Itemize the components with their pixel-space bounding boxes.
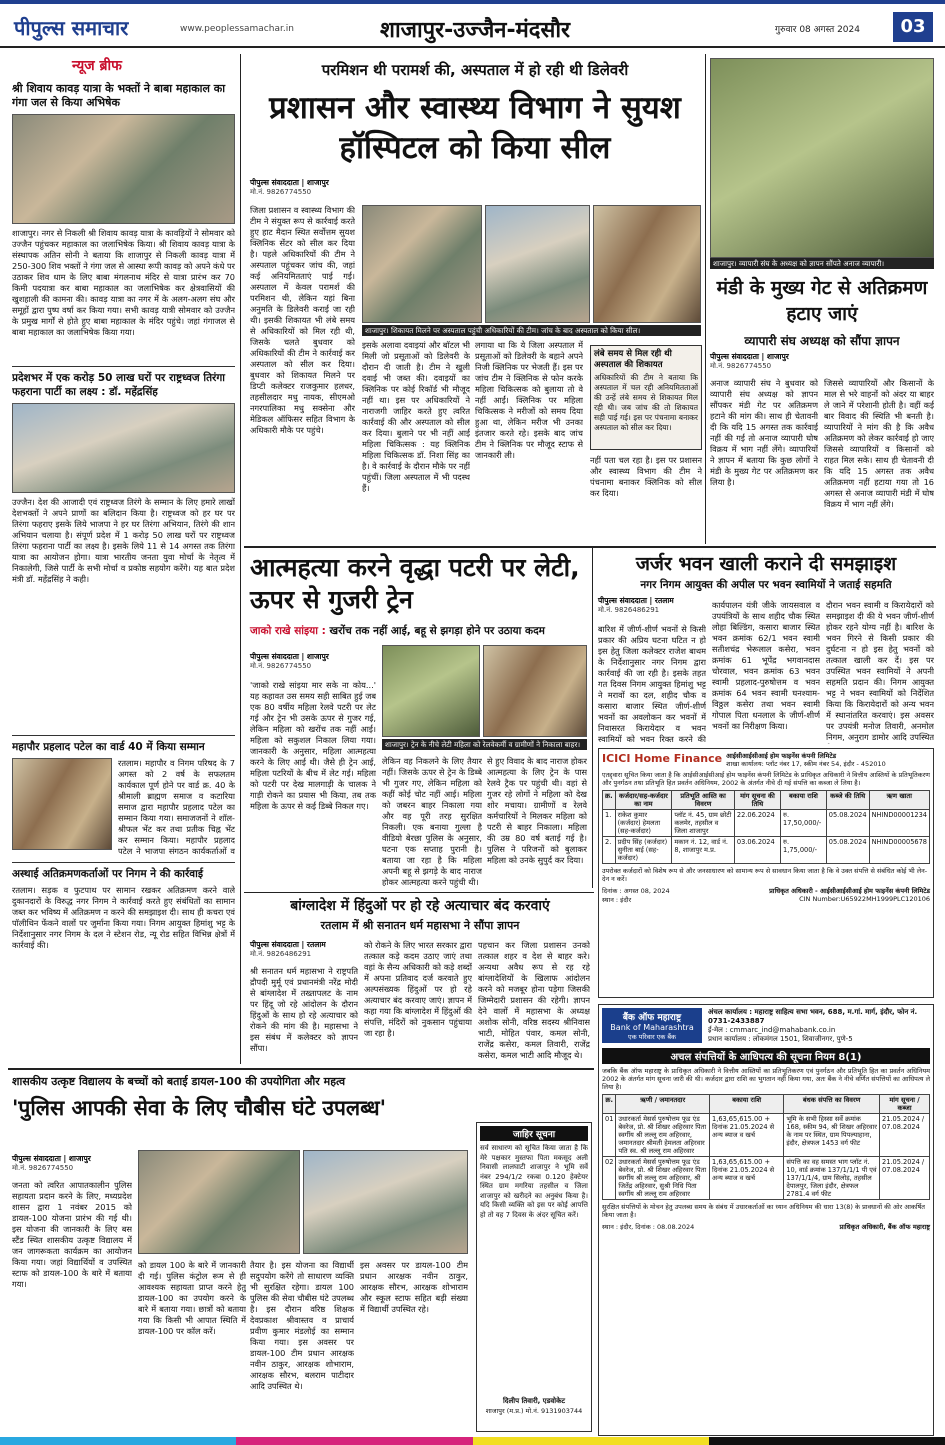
bangladesh-byline-block — [250, 940, 370, 959]
brief3-body: रतलाम। महापौर व निगम परिषद के 7 अगस्त को 2 वर्ष के सफलतम कार्यकाल पूर्ण होने पर वार्ड क्र. 40 के श्रीमाली ब्राह्मण समाज व कटारिया समाज द्वारा महापौर प्रहलाद पटेल का सम्मान किया गया। समाजजनों ने शॉल-श्रीफल भेंट कर तथा प्रतीक चिह्न भेंट कर सम्मान किया। महापौर प्रहलाद पटेल ने भाजपा संगठन कार्यकर्ताओं व — [118, 758, 235, 856]
icici-table-cell: NHIND00001234 — [869, 810, 929, 837]
print-color-marks — [0, 1437, 945, 1445]
mandi-subhead: व्यापारी संघ अध्यक्ष को सौंपा ज्ञापन — [744, 334, 900, 348]
jahir-address: शाजापुर (म.प्र.) मो.नं. 9131903744 — [485, 1407, 583, 1415]
bangladesh-col1: श्री सनातन धर्म महासभा ने राष्ट्रपति द्रौपदी मुर्मू एवं प्रधानमंत्री नरेंद्र मोदी से बांग्लादेश में तख्तापलट के नाम पर हिंदू जो रहे आंदोलन के दौरान हिंदुओं के साथ हो रहे अत्याचार को रोकने की मांग की है। महासभा ने इस संबंध में कलेक्टर को ज्ञापन सौंपा। — [250, 966, 358, 1053]
lead-col1: जिला प्रशासन व स्वास्थ्य विभाग की टीम ने संयुक्त रूप से कार्रवाई करते हुए हाट मैदान स्थित सर्वोत्तम सुयश क्लिनिक सेंटर को सील कर दिया है। पहले अधिकारियों की टीम ने अस्पताल पहुंचकर जांच की, जहां कई अनियमितताएं पाई गई। अस्पताल में केवल परामर्श की परमिशन थी, लेकिन यहां बिना अनुमति के डिलेवरी कराई जा रही थी। इसकी शिकायत भी लंबे समय से अधिकारियों को मिल रही थी, जिसके चलते बुधवार को अधिकारियों की टीम ने कार्रवाई कर अस्पताल को सील कर दिया। बुधवार को शिकायत मिलने पर डिप्टी कलेक्टर राजकुमार हलधर, तहसीलदार मधु नायक, सीएमओ नगरपालिका मधु सक्सेना और मेडिकल ऑफिसर सहित विभाग के अधिकारी मौके पर पहुंचे। — [250, 205, 355, 435]
page-number: 03 — [893, 12, 933, 42]
brief4-body: रतलाम। सड़क व फुटपाथ पर सामान रखकर अतिक्रमण करने वाले दुकानदारों के विरुद्ध नगर निगम ने कार्रवाई करते हुए संबंधितों का सामान जब्त कर भविष्य में अतिक्रमण न करने की समझाइश दी। साथ ही कचरा एवं पॉलीथिन फेंकने वालों पर जुर्माना किया गया। निगम आयुक्त हिमांशु भट्ट के निर्देशानुसार नगर निगम के दल ने स्टेशन रोड, न्यू रोड सहित विभिन्न क्षेत्रों में कार्रवाई की। — [12, 885, 235, 950]
left-column-divider — [240, 54, 241, 1064]
icici-cin: CIN Number:U65922MH1999PLC120106 — [799, 895, 930, 903]
mark-cyan — [0, 1437, 236, 1445]
jarjar-byline: पीपुल्स संवाददाता | रतलाम — [598, 596, 674, 605]
suicide-mobile: मो.नं. 9826774550 — [250, 662, 312, 670]
bom-table-row — [603, 1157, 930, 1200]
bom-hq: प्रधान कार्यालय : लोकमंगल 1501, शिवाजीनगर, पुणे-5 — [708, 1035, 853, 1043]
jahir-notice — [476, 1122, 592, 1432]
suicide-col1: 'जाको राखे सांइया मार सके ना कोय...' यह कहावत उस समय सही साबित हुई जब एक 80 वर्षीय महिला रेलवे पटरी पर लेट गई और ट्रेन भी उसके ऊपर से गुजर गई, लेकिन महिला को खरोंच तक नहीं आई। महिला को सकुशल निकाल लिया गया। जानकारी के अनुसार, महिला आत्महत्या करने के लिए आई थी। जैसे ही ट्रेन आई, महिला पटरियों के बीच में लेट गई। महिला को पटरी पर देख मालगाड़ी के चालक ने गाड़ी रोकने का प्रयास भी किया, तब तक महिला के ऊपर से कई डिब्बे निकल गए। — [250, 680, 376, 811]
icici-header-cell: कब्जे की तिथि — [826, 791, 869, 810]
icici-table — [602, 790, 930, 864]
suicide-photo-2 — [483, 645, 587, 737]
mandi-byline-block — [710, 352, 934, 371]
suicide-headline: आत्महत्या करने वृद्धा पटरी पर लेटी, ऊपर से गुजरी ट्रेन — [250, 553, 580, 614]
lead-headline: प्रशासन और स्वास्थ्य विभाग ने सुयश हॉस्पिटल को किया सील — [269, 90, 681, 166]
bom-place-date: स्थान : इंदौर, दिनांक : 08.08.2024 — [602, 1223, 695, 1231]
suicide-photo-1 — [382, 645, 480, 737]
bom-table-cell: 01 — [603, 1114, 616, 1157]
suicide-byline: पीपुल्स संवाददाता | शाजापुर — [250, 652, 329, 661]
mark-magenta — [236, 1437, 472, 1445]
mandi-col2: जिससे व्यापारियों और किसानों के माल से भरे वाहनों को अंदर या बाहर ले जाने में परेशानी होती है। वहीं कई बार विवाद की स्थिति भी बनती है। व्यापारियों ने मांग की है कि अवैध अतिक्रमण को लेकर कार्रवाई हो जाए जिससे व्यापारियों व किसानों को राहत मिल सके। साथ ही चेतावनी दी कि यदि 15 अगस्त तक अवैध अतिक्रमण नहीं हटाया गया तो 16 अगस्त से अनाज व्यापारी मंडी में घोष विक्रय में भाग नहीं लेंगे। — [824, 378, 934, 509]
suicide-kicker — [250, 624, 585, 638]
brief1-body: शाजापुर। नगर से निकली श्री शिवाय कावड़ यात्रा के कावड़ियों ने सोमवार को उज्जैन पहुंचकर महाकाल का जलाभिषेक किया। श्री शिवाय कावड़ यात्रा के संस्थापक अतिन सोनी ने बताया कि शाजापुर से निकली कावड़ यात्रा में 250-300 शिव भक्तों ने गंगा जल से आस्था रूपी कावड़ को अपने कंधे पर उठाकर शिव धाम के लिए बाबा मंगलनाथ मंदिर से यात्रा प्रारंभ कर 70 किमी पदयात्रा कर बाबा महाकाल का जलाभिषेक कर क्षेत्रवासियों की खुशहाली की कामना की। कावड़ यात्रा का नगर में के अलग-अलग संघ और समूहों द्वारा पुष्प वर्षा कर किया गया। सभी कावड़ यात्री सोमवार को उज्जैन के प्रमुख मार्गों से होते हुए बाबा महाकाल के मंदिर पहुंचे। जहां गंगाजल से बाबा महाकाल का जलाभिषेक किया गया। — [12, 228, 235, 337]
icici-table-cell: रु. 1,75,000/- — [781, 837, 827, 864]
brand-logo: पीपुल्स समाचार — [14, 16, 129, 40]
icici-header-cell: क्र. — [603, 791, 616, 810]
icici-table-cell: प्लॉट नं. 45, ग्राम छोटी कलमेर, तहसील व जिला शाजापुर — [672, 810, 735, 837]
brief2-photo — [12, 403, 235, 493]
bangladesh-byline: पीपुल्स संवाददाता | रतलाम — [250, 940, 326, 949]
mandi-byline: पीपुल्स संवाददाता | शाजापुर — [710, 352, 789, 361]
icici-date: दिनांक : अगस्त 08, 2024 — [602, 887, 670, 895]
mid-divider — [244, 546, 936, 548]
icici-table-cell: 2. — [603, 837, 616, 864]
police-col3: तैयार है। इस योजना का विद्यार्थी सदुपयोग करेंगे तो साधारण व्यक्ति भी सुरक्षित रहेगा। डायल 100 पुलिस की सेवा चौबीस घंटे उपलब्ध है। इस दौरान वरिष्ठ शिक्षक देवप्रकाश श्रीवास्तव व प्राचार्य प्रवीण कुमार मंडलोई का सम्मान किया गया। इस अवसर पर डायल-100 टीम प्रधान आरक्षक नवीन ठाकुर, आरक्षक शोभाराम, आरक्षक सौरभ, बलराम पाटीदार आदि उपस्थित थे। — [250, 1260, 354, 1391]
jarjar-mobile: मो.नं. 9826486291 — [598, 606, 660, 614]
bom-office: अंचल कार्यालय : महाराष्ट्र साहित्य सभा भवन, 688, म.गां. मार्ग, इंदौर, फोन नं. 0731-2433887 — [708, 1008, 918, 1025]
lead-photo-3 — [593, 205, 701, 323]
suicide-col3: से हुए विवाद के बाद नाराज होकर आत्महत्या के लिए ट्रेन के पास रेलवे ट्रैक पर पहुंची थी। वहां से गुजर रहे लोगों ने महिला को देख शोर मचाया। ग्रामीणों व रेलवे कर्मचारियों ने मिलकर महिला को पटरी से बाहर निकाला। महिला की उम्र 80 वर्ष बताई गई है। पुलिस ने परिजनों को बुलाकर महिला को उनके सुपुर्द कर दिया। — [487, 756, 587, 865]
bangladesh-mobile: मो.नं. 9826486291 — [250, 950, 312, 958]
brief2-title: प्रदेशभर में एक करोड़ 50 लाख घरों पर राष्ट्रध्वज तिरंगा फहराना पार्टी का लक्ष्य : डॉ. महेंद्रसिंह — [12, 366, 235, 399]
suicide-col2: लेकिन वह निकलने के लिए तैयार नहीं। जिसके ऊपर से ट्रेन के डिब्बे भी गुजर गए, लेकिन महिला को कहीं कोई चोट नहीं आई। महिला को जबरन बाहर निकाला गया और वह पूरी तरह सुरक्षित निकली। एक बनाया गुल्ला है वीडियो बेरछा पुलिस के अनुसार, घटना एक सप्ताह पुरानी है। बताया जा रहा है कि महिला अपनी बहू से झगड़े के बाद नाराज होकर आत्महत्या करने पहुंची थी। — [382, 756, 482, 887]
icici-table-cell: 1. — [603, 810, 616, 837]
suicide-photo-caption: शाजापुर। ट्रेन के नीचे लेटी महिला को रेलवेकर्मी व ग्रामीणों ने निकाला बाहर। — [382, 739, 587, 750]
police-mobile: मो.नं. 9826774550 — [12, 1164, 74, 1172]
lead-col2: इसके अलावा दवाइयां और बॉटल भी मिली जो प्रसूताओं को डिलेवरी के दौरान दी जाती है। टीम ने खुली दवाई भी जब्त की। दवाइयों का क्लिनिक पर कोई रिकॉर्ड भी मौजूद नहीं था। इस पर अधिकारियों ने नाराजगी जाहिर करते हुए त्वरित कार्रवाई की और अस्पताल को सील कर दिया। बुलाने पर भी नहीं आई महिला चिकित्सक : यह क्लिनिक महिला चिकित्सक डॉ. निशा सिंह का है। वे कार्रवाई के दौरान मौके पर नहीं पहुंचीं। जिला अस्पताल में भी पदस्थ हैं। — [362, 340, 470, 493]
jarjar-col1: बारिश में जीर्ण-शीर्ण भवनों से किसी प्रकार की अप्रिय घटना घटित न हो इस हेतु जिला कलेक्टर राजेश बाथम के निर्देशानुसार नगर निगम द्वारा कार्रवाई की जा रही है। इसके तहत गत दिवस निगम आयुक्त हिमांशु भट्ट ने मरावों का दल, शहीद चौक व कसारा बाजार स्थित जीर्ण-शीर्ण भवनों का अवलोकन कर भवनों में निवासरत किरायेदार व भवन स्वामियों को भवन रिक्त करने की — [598, 624, 706, 744]
icici-table-cell: राकेश कुमार (कर्जदार) हेमलता (सह-कर्जदार) — [615, 810, 672, 837]
bangladesh-headline: बांग्लादेश में हिंदुओं पर हो रहे अत्याचार बंद करवाएं — [290, 898, 550, 914]
jahir-title: जाहिर सूचना — [480, 1126, 588, 1141]
jarjar-headline: जर्जर भवन खाली कराने दी समझाइश — [635, 553, 897, 575]
icici-header-cell: कर्जदार/सह-कर्जदार का नाम — [615, 791, 672, 810]
icici-office: शाखा कार्यालय: प्लॉट नंबर 17, स्कीम नंबर 54, इंदौर - 452010 — [726, 760, 886, 768]
lead-sidebox-title: लंबे समय से मिल रही थी अस्पताल की शिकायत — [594, 349, 672, 370]
brief3-photo — [12, 758, 112, 850]
bom-name-en: Bank of Maharashtra — [610, 1023, 694, 1032]
bom-table-cell: 02 — [603, 1157, 616, 1200]
bangladesh-subhead: रतलाम में श्री सनातन धर्म महासभा ने सौंपा ज्ञापन — [320, 919, 520, 932]
jahir-body: सर्व साधारण को सूचित किया जाता है कि मेरे पक्षकार मुस्तफा पिता मकसूद अली निवासी लालघाटी शाजापुर ने भूमि सर्वे नंबर 294/1/2 रकबा 0.120 हेक्टेयर स्थित ग्राम मगरिया तहसील व जिला शाजापुर को खरीदने का अनुबंध किया है। यदि किसी व्यक्ति को इस पर कोई आपत्ति हो तो वह 7 दिवस के अंदर सूचित करें। — [480, 1144, 588, 1219]
police-top-divider — [8, 1068, 594, 1070]
newsbrief-label: न्यूज ब्रीफ — [72, 58, 122, 74]
police-kicker: शासकीय उत्कृष्ट विद्यालय के बच्चों को बताई डायल-100 की उपयोगिता और महत्व — [12, 1075, 346, 1088]
jarjar-col3: दौरान भवन स्वामी व किरायेदारों को समझाइश दी की ये भवन जीर्ण-शीर्ण होकर रहने योग्य नहीं है। बारिश के भवन गिरने से किसी प्रकार की दुर्घटना न हो इस हेतु भवनों को तत्काल खाली कर दें। इस पर उपस्थित भवन स्वामियों ने अपनी सहमति प्रदान की। निगम आयुक्त भट्ट ने भवन स्वामियों को निर्देशित किया कि किरायेदारों को अन्य भवन में स्थानांतरित करवाएं। इस अवसर पर उपयंत्री मनोज तिवारी, अनमोल निगम, अनुराग डामोर आदि उपस्थित — [826, 600, 934, 742]
bom-table-cell: 21.05.2024 / 07.08.2024 — [880, 1157, 930, 1200]
icici-logo: ICICI Home Finance — [602, 752, 723, 765]
lead-byline: पीपुल्स संवाददाता | शाजापुर — [250, 178, 329, 187]
suicide-kicker-text: खरोंच तक नहीं आई, बहू से झगड़ा होने पर उठाया कदम — [329, 625, 545, 637]
bom-table-cell: 21.05.2024 / 07.08.2024 — [880, 1114, 930, 1157]
lead-kicker: परमिशन थी परामर्श की, अस्पताल में हो रही थी डिलेवरी — [321, 61, 629, 79]
bom-notice — [598, 1004, 934, 1436]
bom-table-cell: उधारकर्ता मेसर्स पुरुषोत्तम फूड एंड बेवरेज, प्रो. श्री शिखर अहिरवार पिता स्वर्गीय श्री लल्लू राम अहिरवार, जमानतदार श्रीमती हेमलता अहिरवार पति स्व. श्री लल्लू राम अहिरवार — [616, 1114, 710, 1157]
bom-footer: सुरक्षित संपत्तियों के मोचन हेतु उपलब्ध समय के संबंध में उधारकर्ताओं का ध्यान अधिनियम की धारा 13(8) के प्रावधानों की ओर आकर्षित किया जाता है। — [602, 1203, 925, 1219]
police-col5: इस अवसर पर डायल-100 टीम प्रधान आरक्षक नवीन ठाकुर, आरक्षक सौरभ, आरक्षक शोभाराम और स्कूल स्टाफ सहित बड़ी संख्या में विद्यार्थी उपस्थित रहे। — [360, 1260, 468, 1314]
newsbrief-column — [12, 56, 235, 1066]
lead-col3: लगाया था कि ये जिला अस्पताल में प्रसूताओं को डिलेवरी के बहाने अपने निजी क्लिनिक पर भेजती हैं। इस पर जांच टीम ने क्लिनिक से फोन करके महिला चिकित्सक को बुलाया तो वे नहीं आईं। क्लिनिक पर महिला चिकित्सक ने मरीजों को समय दिया हुआ था, लेकिन मरीज भी उनका इंतजार करते रहे। इसके बाद जांच टीम ने क्लिनिक पर मौजूद स्टाफ से जानकारी ली। — [475, 340, 583, 460]
lead-photo-2 — [485, 205, 590, 323]
icici-header-cell: प्रतिभूति आस्ति का विवरण — [672, 791, 735, 810]
bom-name-hi: बैंक ऑफ महाराष्ट्र — [622, 1013, 682, 1023]
brief3-title: महापौर प्रहलाद पटेल का वार्ड 40 में किया सम्मान — [12, 735, 235, 754]
lead-photo-1 — [362, 205, 482, 323]
jarjar-col2: कार्यपालन यंत्री जीके जायसवाल व उपयंत्रियों के साथ शहीद चौक स्थित लोहा बिल्डिंग, कसारा बाजार स्थित भवन क्रमांक 62/1 भवन स्वामी सतीशचंद्र भेरूलाल कसेरा, भवन क्रमांक 61 भूपेंद्र भगवानदास चोरवाल, भवन क्रमांक 63 भवन स्वामी प्रहलाद-पुरुषोत्तम व भवन क्रमांक 64 भवन स्वामी घनश्याम-विठ्ठल कसेरा तथा भवन स्वामी गोपाल पिता धनलाल के जीर्ण-शीर्ण भवनों का निरीक्षण किया। — [712, 600, 820, 731]
icici-table-cell: NHIND00005678 — [869, 837, 929, 864]
icici-header-cell: मांग सूचना की तिथि — [734, 791, 780, 810]
police-photo-1 — [138, 1150, 300, 1254]
police-headline: 'पुलिस आपकी सेवा के लिए चौबीस घंटे उपलब्ध' — [12, 1096, 387, 1120]
police-col2: को डायल 100 के बारे में जानकारी दी गई। पुलिस कंट्रोल रूम से ही आवश्यक सहायता प्राप्त करने हेतु डायल-100 का उपयोग करने के बारे में बताया गया। छात्रों को बताया गया कि किसी भी आपात स्थिति में डायल-100 पर कॉल करें। — [138, 1260, 246, 1336]
brief1-photo — [12, 114, 235, 224]
police-col1: जनता को त्वरित आपातकालीन पुलिस सहायता प्रदान करने के लिए, मध्यप्रदेश शासन द्वारा 1 नवंबर 2015 को डायल-100 योजना प्रारंभ की गई थी। इस योजना की जानकारी के लिए बस स्टैंड स्थित शासकीय उत्कृष्ट विद्यालय में जन जागरूकता कार्यक्रम का आयोजन किया गया। जहां विद्यार्थियों व उपस्थित स्टाफ को डायल-100 के बारे में बताया गया। — [12, 1180, 132, 1289]
brief4-title: अस्थाई अतिक्रमणकर्ताओं पर निगम ने की कार्रवाई — [12, 862, 235, 881]
icici-table-row — [603, 837, 930, 864]
lead-col4: नहीं पता चल रहा है। इस पर प्रशासन और स्वास्थ्य विभाग की टीम ने पंचनामा बनाकर क्लिनिक को सील कर दिया। — [590, 455, 702, 498]
jahir-sign: दिलीप तिवारी, एडवोकेट — [502, 1397, 565, 1405]
suicide-kicker-label: जाको राखे सांइया : — [250, 625, 326, 637]
brief2-body: उज्जैन। देश की आजादी एवं राष्ट्रध्वज तिरंगे के सम्मान के लिए हमारे लाखों देशभक्तों ने अपने प्राणों का बलिदान किया है। राष्ट्रध्वज को हर घर पर तिरंगा फहराए इसके लिये भाजपा ने हर घर तिरंगा अभियान, तिरंगे की शान अभियान चलाया है। संपूर्ण प्रदेश में 1 करोड़ 50 लाख घरों पर राष्ट्रध्वज तिरंगा फहराना पार्टी का लक्ष्य है। इसके लिये 11 से 14 अगस्त तक तिरंगा यात्रा का आयोजन होगा। यात्रा भारतीय जनता युवा मोर्चा के नेतृत्व में निकालेगी, जिसे पार्टी के सभी मोर्चा व प्रकोष्ठ सहयोग करेंगे। यह बात प्रदेश मंत्री डॉ. महेंद्रसिंह ने कही। — [12, 497, 235, 584]
masthead — [0, 0, 945, 48]
bom-logo — [602, 1008, 702, 1043]
lead-sidebox — [590, 345, 702, 450]
icici-notice — [598, 748, 934, 998]
icici-place: स्थान : इंदौर — [602, 896, 632, 904]
police-byline: पीपुल्स संवाददाता | शाजापुर — [12, 1154, 91, 1163]
bom-header-cell: मांग सूचना / कब्जा — [880, 1095, 930, 1114]
icici-table-cell: प्रदीप सिंह (कर्जदार) सुनीता बाई (सह-कर्जदार) — [615, 837, 672, 864]
lead-photo-caption: शाजापुर। शिकायत मिलने पर अस्पताल पहुंची अधिकारियों की टीम। जांच के बाद अस्पताल को किया सील। — [362, 325, 701, 336]
icici-table-cell: 22.06.2024 — [734, 810, 780, 837]
masthead-top-bar — [0, 0, 945, 4]
jarjar-subhead: नगर निगम आयुक्त की अपील पर भवन स्वामियों ने जताई सहमति — [640, 579, 892, 591]
bom-table-row — [603, 1114, 930, 1157]
bangladesh-top-divider — [244, 892, 594, 893]
icici-header-cell: बकाया राशि — [781, 791, 827, 810]
lead-mobile: मो.नं. 9826774550 — [250, 188, 312, 196]
mandi-photo — [710, 58, 934, 258]
bom-table — [602, 1094, 930, 1200]
icici-header-cell: ऋण खाता — [869, 791, 929, 810]
icici-table-cell: 05.08.2024 — [826, 810, 869, 837]
icici-intro: एतद्द्वारा सूचित किया जाता है कि आईसीआईसीआई होम फाइनेंस कंपनी लिमिटेड के प्राधिकृत अधिकारी ने वित्तीय आस्तियों के प्रतिभूतिकरण और पुनर्गठन तथा प्रतिभूति हित प्रवर्तन अधिनियम, 2002 के अंतर्गत नीचे दी गई संपत्ति का कब्जा ले लिया है। — [602, 771, 930, 787]
bom-table-cell: 1,63,65,615.00 + दिनांक 21.05.2024 से अन्य ब्याज व खर्च — [710, 1114, 784, 1157]
bom-title: अचल संपत्तियों के आधिपत्य की सूचना नियम 8(1) — [602, 1048, 930, 1064]
bom-email: ई-मेल : cmmarc_ind@mahabank.co.in — [708, 1026, 836, 1034]
icici-table-cell: रु. 17,50,000/- — [781, 810, 827, 837]
icici-table-cell: 05.08.2024 — [826, 837, 869, 864]
icici-table-cell: मकान नं. 12, वार्ड नं. 8, शाजापुर म.प्र. — [672, 837, 735, 864]
bom-signer: प्राधिकृत अधिकारी, बैंक ऑफ महाराष्ट्र — [839, 1223, 930, 1231]
suicide-right-divider — [592, 548, 593, 888]
bom-header-cell: बंधक संपत्ति का विवरण — [784, 1095, 880, 1114]
bangladesh-col2: को रोकने के लिए भारत सरकार द्वारा तत्काल कड़े कदम उठाए जाएं तथा वहां के सैन्य अधिकारी को कड़े शब्दों में अपना प्रतिवाद दर्ज करवाते हुए अल्पसंख्यक हिंदुओं पर हो रहे अत्याचार बंद करवाए जाएं। ज्ञापन में कहा गया कि बांग्लादेश में हिंदुओं की संपत्ति, मंदिरों को नुकसान पहुंचाया जा रहा है। — [364, 940, 472, 1038]
lead-sidebox-body: अधिकारियों की टीम ने बताया कि अस्पताल में चल रही अनियमितताओं की उन्हें लंबे समय से शिकायत मिल रही थी। जब जांच की तो शिकायत सही पाई गई। इस पर पंचनामा बनाकर अस्पताल को सील कर दिया। — [594, 373, 698, 432]
mandi-photo-caption: शाजापुर। व्यापारी संघ के अध्यक्ष को ज्ञापन सौंपते अनाज व्यापारी। — [710, 258, 934, 269]
bom-header-cell: ऋणी / जमानतदार — [616, 1095, 710, 1114]
section-title: शाजापुर-उज्जैन-मंदसौर — [380, 18, 571, 43]
icici-table-cell: 03.06.2024 — [734, 837, 780, 864]
bangladesh-col3: पहचान कर जिला प्रशासन उनको तत्काल शहर व देश से बाहर करे। अन्यथा अवैध रूप से रह रहे बांग्लादेशियों के खिलाफ आंदोलन करने को मजबूर होना पड़ेगा जिसकी जिम्मेदारी प्रशासन की रहेगी। ज्ञापन देने वालों में महासभा के अध्यक्ष अशोक सोनी, वरिष्ठ सदस्य श्रीनिवास भाटी, मोहित पंवार, कमल सोनी, राजेंद्र कसेरा, कमल तिवारी, राजेंद्र कसेरा, कमल भाटी आदि मौजूद थे। — [478, 940, 590, 1060]
bom-table-cell: संपत्ति का वह समस्त भाग प्लॉट नं. 10, वार्ड क्रमांक 137/1/1/1 पी एवं 137/1/1/4, ग्राम सिलोड़, तहसील देपालपुर, जिला इंदौर, क्षेत्रफल 2781.4 वर्ग फीट — [784, 1157, 880, 1200]
icici-company: आईसीआईसीआई होम फाइनेंस कंपनी लिमिटेड — [726, 752, 837, 760]
lead-byline-block — [250, 178, 365, 197]
bom-header-cell: क्र. — [603, 1095, 616, 1114]
bom-header-cell: बकाया राशि — [710, 1095, 784, 1114]
bom-table-cell: भूमि के सभी हिस्सा सर्वे क्रमांक 168, स्कीम 94, श्री शिखर अहिरवार के नाम पर स्थित, ग्राम पिपल्याहाना, इंदौर, क्षेत्रफल 1453 वर्ग फीट — [784, 1114, 880, 1157]
lead-right-divider — [705, 54, 706, 544]
police-byline-block — [12, 1154, 132, 1173]
jarjar-byline-block — [598, 596, 718, 615]
issue-date: गुरुवार 08 अगस्त 2024 — [775, 25, 860, 35]
suicide-byline-block — [250, 652, 375, 671]
masthead-divider — [0, 46, 945, 48]
icici-signer: प्राधिकृत अधिकारी - आईसीआईसीआई होम फाइनेंस कंपनी लिमिटेड — [769, 887, 930, 895]
police-col4-text: इस दौरान वरिष्ठ शिक्षक देवप्रकाश श्रीवास्तव व प्राचार्य प्रवीण कुमार मंडलोई का सम्मान किया गया। इस अवसर पर डायल-100 टीम प्रधान आरक्षक नवीन ठाकुर, आरक्षक शोभाराम, आरक्षक सौरभ, बलराम पाटीदार आदि उपस्थित थे। — [250, 1304, 354, 1391]
bom-tagline: एक परिवार एक बैंक — [627, 1033, 677, 1041]
website-url: www.peoplessamachar.in — [180, 24, 294, 34]
mandi-mobile: मो.नं. 9826774550 — [710, 362, 772, 370]
mandi-col1: अनाज व्यापारी संघ ने बुधवार को व्यापारी संघ अध्यक्ष को ज्ञापन सौंपकर मंडी गेट पर अतिक्रमण हटाने की मांग की। साथ ही चेतावनी दी कि यदि 15 अगस्त तक कार्रवाई नहीं की गई तो अनाज व्यापारी घोष विक्रय में भाग नहीं लेंगे। व्यापारियों ने ज्ञापन में बताया कि कुछ लोगों ने मंडी के मुख्य गेट पर अतिक्रमण कर लिया है। — [710, 378, 818, 487]
bom-table-cell: उधारकर्ता मेसर्स पुरुषोत्तम फूड एंड बेवरेज, प्रो. श्री शिखर अहिरवार पिता स्वर्गीय श्री लल्लू राम अहिरवार, श्री जितेंद्र अहिरवार, सुश्री निधि पिता स्वर्गीय श्री लल्लू राम अहिरवार — [616, 1157, 710, 1200]
bom-table-cell: 1,63,65,615.00 + दिनांक 21.05.2024 से अन्य ब्याज व खर्च — [710, 1157, 784, 1200]
icici-footer: उपरोक्त कर्जदारों को विशेष रूप से और जनसाधारण को सामान्य रूप से सावधान किया जाता है कि वे उक्त संपत्ति से संबंधित कोई भी लेन-देन न करें। — [602, 867, 928, 883]
bom-intro: जबकि बैंक ऑफ महाराष्ट्र के प्राधिकृत अधिकारी ने वित्तीय आस्तियों का प्रतिभूतिकरण एवं पुनर्गठन और प्रतिभूति हित का प्रवर्तन अधिनियम 2002 के अंतर्गत मांग सूचना जारी की थी। कर्जदार द्वारा राशि का भुगतान नहीं किया गया, अतः बैंक ने नीचे वर्णित संपत्तियों का आधिपत्य ले लिया है। — [602, 1067, 930, 1091]
mandi-headline: मंडी के मुख्य गेट से अतिक्रमण हटाए जाएं — [716, 277, 928, 325]
mark-black — [709, 1437, 945, 1445]
brief1-title: श्री शिवाय कावड़ यात्रा के भक्तों ने बाबा महाकाल का गंगा जल से किया अभिषेक — [12, 82, 226, 109]
icici-table-row — [603, 810, 930, 837]
police-photo-2 — [303, 1150, 468, 1254]
mark-yellow — [473, 1437, 709, 1445]
